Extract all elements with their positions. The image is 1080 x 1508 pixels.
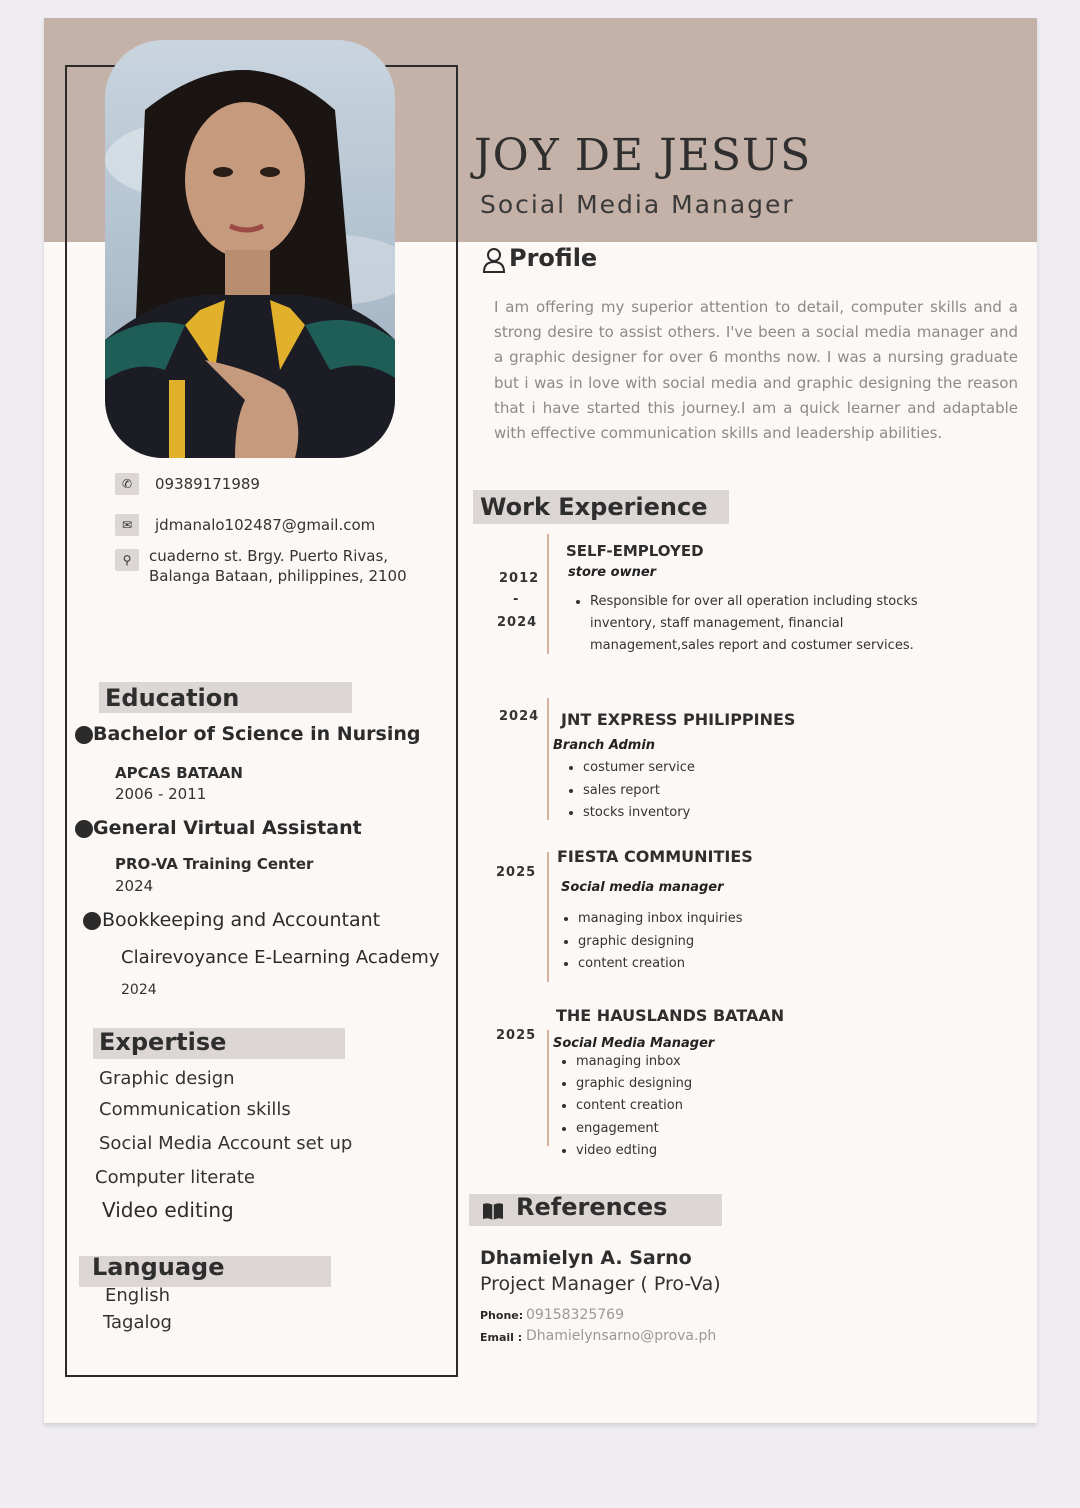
job-bullet: • engagement: [576, 1118, 692, 1140]
bullet-dot: [75, 726, 93, 744]
language-item: Tagalog: [103, 1312, 172, 1333]
bullet-dot: [75, 820, 93, 838]
education-school: Clairevoyance E-Learning Academy: [121, 947, 440, 968]
timeline-line: [547, 1030, 549, 1146]
resume-job-title: Social Media Manager: [480, 190, 795, 219]
book-icon: [481, 1200, 505, 1226]
job-bullet: • video edting: [576, 1140, 692, 1162]
reference-email: Dhamielynsarno@prova.ph: [526, 1328, 717, 1344]
education-years: 2024: [115, 877, 154, 895]
contact-address-line2: Balanga Bataan, philippines, 2100: [149, 567, 407, 585]
timeline-line: [547, 852, 549, 982]
education-heading: Education: [105, 684, 240, 712]
job-role: Social media manager: [561, 880, 724, 895]
contact-address-line1: cuaderno st. Brgy. Puerto Rivas,: [149, 547, 389, 565]
job-bullets: [572, 591, 946, 657]
contact-email: jdmanalo102487@gmail.com: [155, 516, 376, 534]
reference-phone-label: Phone:: [480, 1309, 524, 1322]
job-bullet: • stocks inventory: [583, 802, 695, 825]
mail-icon: ✉: [115, 514, 139, 536]
education-years: 2006 - 2011: [115, 785, 207, 803]
reference-phone: 09158325769: [526, 1307, 624, 1323]
resume-name: JOY DE JESUS: [474, 130, 812, 181]
expertise-item: Computer literate: [95, 1167, 255, 1188]
job-bullets: [558, 1051, 692, 1162]
reference-position: Project Manager ( Pro-Va): [480, 1273, 721, 1295]
job-company: FIESTA COMMUNITIES: [557, 847, 753, 866]
phone-icon: ✆: [115, 473, 139, 495]
timeline-line: [547, 534, 549, 654]
education-degree: General Virtual Assistant: [93, 817, 362, 839]
job-year-dash: -: [513, 592, 520, 607]
timeline-line: [547, 698, 549, 820]
job-year: 2025: [496, 1028, 537, 1043]
person-icon: [482, 247, 506, 277]
job-year: 2025: [496, 865, 537, 880]
expertise-item: Video editing: [102, 1198, 234, 1222]
job-role: Social Media Manager: [553, 1036, 715, 1051]
job-bullet: • Responsible for over all operation including stocks inventory, staff management, financial management,sales report and costumer services.: [590, 591, 946, 657]
job-year-end: 2024: [497, 615, 538, 630]
job-company: THE HAUSLANDS BATAAN: [556, 1006, 785, 1025]
job-year: 2024: [499, 709, 540, 724]
job-year-start: 2012: [499, 571, 540, 586]
expertise-heading: Expertise: [99, 1028, 227, 1056]
job-role: store owner: [568, 565, 657, 580]
contact-phone: 09389171989: [155, 475, 260, 493]
profile-heading: Profile: [509, 244, 598, 272]
job-bullets: [560, 908, 743, 976]
language-item: English: [105, 1285, 170, 1306]
job-company: JNT EXPRESS PHILIPPINES: [561, 710, 796, 729]
education-degree: Bookkeeping and Accountant: [102, 909, 381, 931]
education-school: PRO-VA Training Center: [115, 855, 314, 873]
location-pin-icon: ⚲: [115, 549, 139, 571]
resume-page: [44, 18, 1037, 1423]
job-bullet: • costumer service: [583, 757, 695, 780]
work-heading: Work Experience: [480, 493, 708, 521]
job-bullet: • content creation: [576, 1095, 692, 1117]
profile-text: I am offering my superior attention to detail, computer skills and a strong desire to assist others. I've been a social media manager and a graphic designer for over 6 months now. I was a nursing graduate but i was in love with social media and graphic designing the reason that i have started this journey.I am a quick learner and adaptable with effective communication skills and leadership abilities.: [494, 298, 1018, 443]
education-school: APCAS BATAAN: [115, 764, 243, 782]
job-bullets: [565, 757, 695, 825]
job-bullet: • managing inbox: [576, 1051, 692, 1073]
profile-photo: [105, 40, 395, 458]
expertise-item: Graphic design: [99, 1068, 235, 1089]
job-bullet: • graphic designing: [576, 1073, 692, 1095]
job-bullet: • graphic designing: [578, 931, 743, 954]
reference-email-label: Email :: [480, 1331, 523, 1344]
reference-name: Dhamielyn A. Sarno: [480, 1247, 692, 1269]
expertise-item: Communication skills: [99, 1099, 291, 1120]
bullet-dot: [83, 912, 101, 930]
job-role: Branch Admin: [553, 738, 656, 753]
expertise-item: Social Media Account set up: [99, 1133, 353, 1154]
language-heading: Language: [92, 1253, 225, 1281]
job-bullet: • managing inbox inquiries: [578, 908, 743, 931]
job-bullet: • sales report: [583, 780, 695, 803]
job-bullet: • content creation: [578, 953, 743, 976]
references-heading: References: [516, 1193, 668, 1221]
job-company: SELF-EMPLOYED: [566, 542, 704, 560]
education-years: 2024: [121, 982, 157, 998]
education-degree: Bachelor of Science in Nursing: [93, 723, 421, 745]
